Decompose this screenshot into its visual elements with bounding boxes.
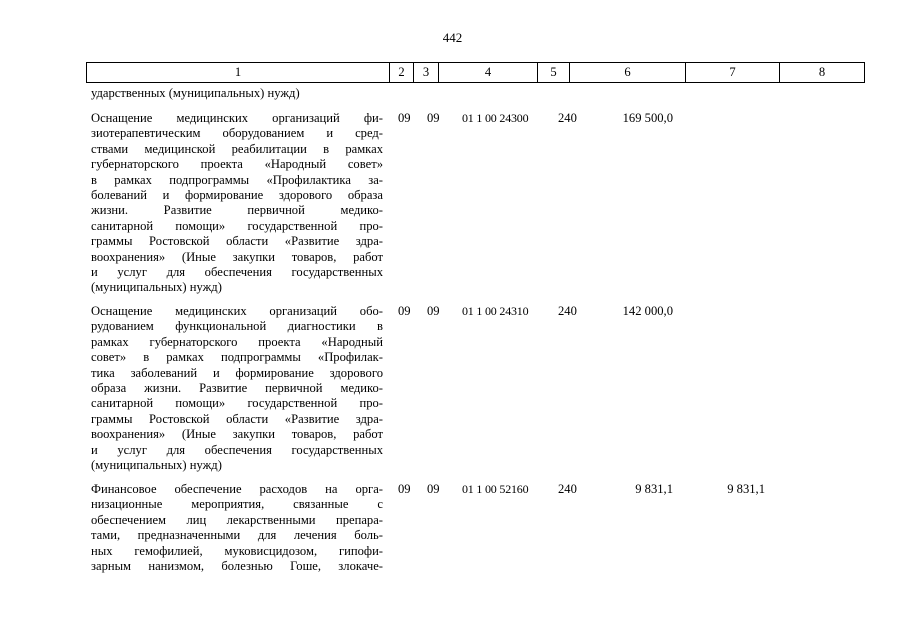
table-header bbox=[86, 62, 865, 83]
target-article-code: 01 1 00 52160 bbox=[462, 482, 529, 496]
description-line: образа жизни. Развитие первичной медико- bbox=[91, 380, 383, 395]
description-line: совет» в рамках подпрограммы «Профилак- bbox=[91, 350, 383, 365]
description-line: низационные мероприятия, связанные с bbox=[91, 497, 383, 512]
description-line: ствами медицинской реабилитации в рамках bbox=[91, 141, 383, 156]
description-line: зиотерапевтическим оборудованием и сред- bbox=[91, 126, 383, 141]
description-line: ных гемофилией, муковисцидозом, гипофи- bbox=[91, 543, 383, 558]
description-line: (муниципальных) нужд) bbox=[91, 457, 222, 472]
section-code: 09 bbox=[398, 111, 411, 125]
description-line: рамках губернаторского проекта «Народный bbox=[91, 334, 383, 349]
description-line: обеспечением лиц лекарственными препара- bbox=[91, 512, 383, 527]
target-article-code: 01 1 00 24310 bbox=[462, 304, 529, 318]
header-col-2: 2 bbox=[390, 63, 414, 82]
description-line: (муниципальных) нужд) bbox=[91, 280, 222, 295]
target-article-code: 01 1 00 24300 bbox=[462, 111, 529, 125]
header-col-1: 1 bbox=[87, 63, 390, 82]
subsection-code: 09 bbox=[427, 304, 440, 318]
amount-col-6: 169 500,0 bbox=[622, 111, 673, 125]
expense-type-code: 240 bbox=[558, 304, 577, 318]
description-line: зарным нанизмом, болезнью Гоше, злокаче- bbox=[91, 558, 383, 573]
description-line: граммы Ростовской области «Развитие здра- bbox=[91, 411, 383, 426]
description-line: тами, предназначенными для лечения боль- bbox=[91, 528, 383, 543]
header-col-5: 5 bbox=[538, 63, 570, 82]
description-line: рудованием функциональной диагностики в bbox=[91, 319, 383, 334]
description-line: в рамках подпрограммы «Профилактика за- bbox=[91, 172, 383, 187]
description-line: жизни. Развитие первичной медико- bbox=[91, 203, 383, 218]
subsection-code: 09 bbox=[427, 482, 440, 496]
description-line: воохранения» (Иные закупки товаров, работ bbox=[91, 427, 383, 442]
description-line: и услуг для обеспечения государственных bbox=[91, 264, 383, 279]
expense-type-code: 240 bbox=[558, 111, 577, 125]
expense-type-code: 240 bbox=[558, 482, 577, 496]
page-number: 442 bbox=[442, 30, 463, 45]
section-code: 09 bbox=[398, 304, 411, 318]
row-description bbox=[91, 304, 383, 473]
description-line: Оснащение медицинских организаций фи- bbox=[91, 111, 383, 125]
amount-col-6: 142 000,0 bbox=[622, 304, 673, 318]
header-col-3: 3 bbox=[414, 63, 439, 82]
header-col-7: 7 bbox=[686, 63, 780, 82]
description-line: санитарной помощи» государственной про- bbox=[91, 218, 383, 233]
description-line: санитарной помощи» государственной про- bbox=[91, 396, 383, 411]
description-line: воохранения» (Иные закупки товаров, работ bbox=[91, 249, 383, 264]
section-code: 09 bbox=[398, 482, 411, 496]
header-col-4: 4 bbox=[439, 63, 538, 82]
amount-col-6: 9 831,1 bbox=[635, 482, 673, 496]
description-line: тика заболеваний и формирование здорового bbox=[91, 365, 383, 380]
description-line: болеваний и формирование здорового образа bbox=[91, 187, 383, 202]
header-col-6: 6 bbox=[570, 63, 686, 82]
description-line: Финансовое обеспечение расходов на орга- bbox=[91, 482, 383, 496]
row-description bbox=[91, 111, 383, 296]
subsection-code: 09 bbox=[427, 111, 440, 125]
continuation-line: ударственных (муниципальных) нужд) bbox=[91, 86, 300, 100]
description-line: граммы Ростовской области «Развитие здра- bbox=[91, 234, 383, 249]
amount-col-7: 9 831,1 bbox=[727, 482, 765, 496]
description-line: Оснащение медицинских организаций обо- bbox=[91, 304, 383, 318]
header-col-8: 8 bbox=[818, 65, 826, 79]
row-description bbox=[91, 482, 383, 574]
description-line: губернаторского проекта «Народный совет» bbox=[91, 157, 383, 172]
description-line: и услуг для обеспечения государственных bbox=[91, 442, 383, 457]
